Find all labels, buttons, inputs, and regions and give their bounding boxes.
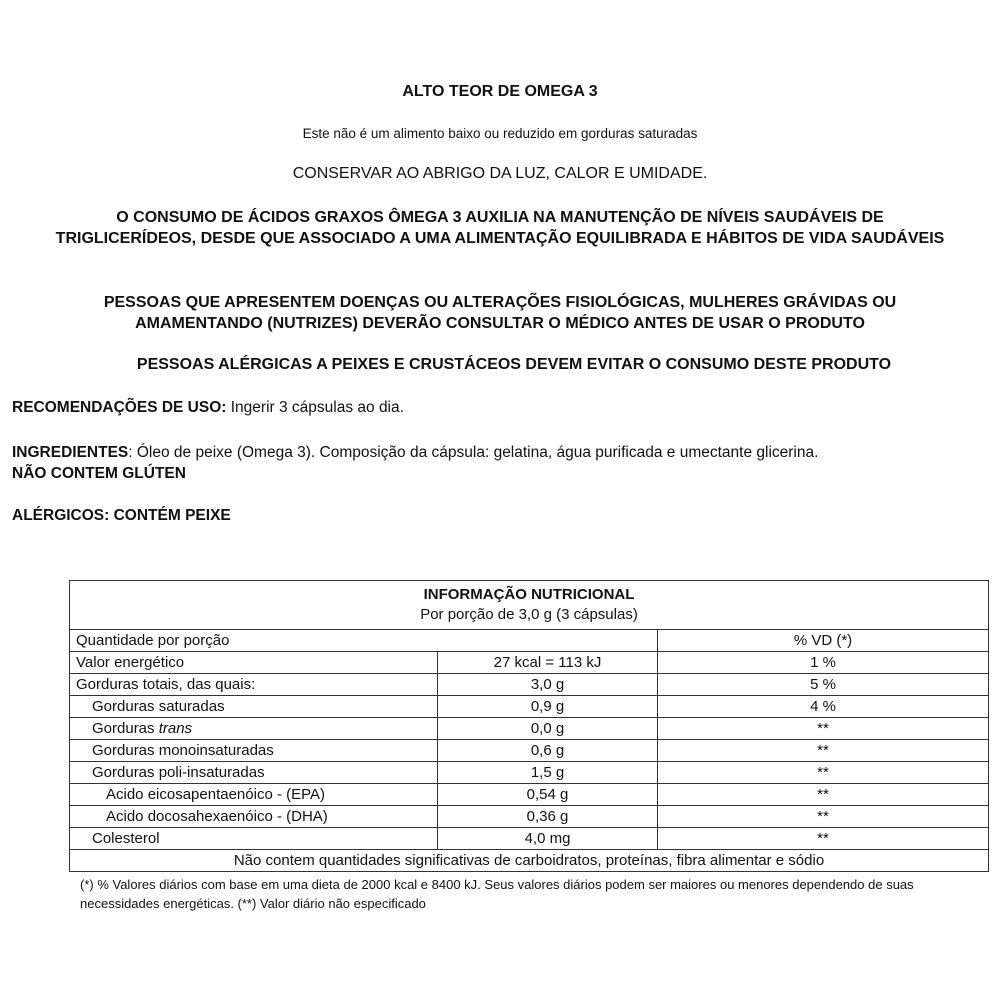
nutrient-vd: ** [658, 806, 989, 828]
serving-size: Por porção de 3,0 g (3 cápsulas) [420, 606, 638, 623]
nutrient-vd: ** [658, 828, 989, 850]
nutrient-name: Gorduras saturadas [70, 696, 438, 718]
storage-instructions: CONSERVAR AO ABRIGO DA LUZ, CALOR E UMIDADE. [292, 165, 708, 182]
allergy-warning: PESSOAS ALÉRGICAS A PEIXES E CRUSTÁCEOS DEVEM EVITAR O CONSUMO DESTE PRODUTO [136, 356, 892, 373]
usage-label: RECOMENDAÇÕES DE USO: [12, 399, 227, 416]
table-row [70, 740, 989, 762]
nutrient-vd: 5 % [658, 674, 989, 696]
ingredients-text: : Óleo de peixe (Omega 3). Composição da cápsula: gelatina, água purificada e umectante glicerina. [128, 444, 819, 461]
nutrient-name: Valor energético [70, 652, 438, 674]
table-row [70, 784, 989, 806]
ingredients-label: INGREDIENTES [12, 444, 129, 461]
nutrition-facts-table [69, 580, 989, 872]
nutrient-name: Colesterol [70, 828, 438, 850]
nutrient-amount: 0,6 g [438, 740, 658, 762]
table-row [70, 674, 989, 696]
usage-recommendation [12, 399, 987, 417]
nutrient-vd: 1 % [658, 652, 989, 674]
table-row [70, 718, 989, 740]
product-claim-title: ALTO TEOR DE OMEGA 3 [402, 83, 598, 100]
nutrient-amount: 0,36 g [438, 806, 658, 828]
nutrient-vd: ** [658, 762, 989, 784]
usage-text: Ingerir 3 cápsulas ao dia. [226, 399, 404, 416]
nutrient-name: Gorduras totais, das quais: [70, 674, 438, 696]
ingredients [12, 442, 987, 484]
nutrient-amount: 0,54 g [438, 784, 658, 806]
medical-warning: PESSOAS QUE APRESENTEM DOENÇAS OU ALTERAÇÕES FISIOLÓGICAS, MULHERES GRÁVIDAS OU AMAMENTANDO (NUTRIZES) DEVERÃO CONSULTAR O MÉDICO ANTES DE USAR O PRODUTO [103, 294, 897, 332]
nutrient-name-prefix: Gorduras [92, 720, 159, 737]
nutrient-vd: ** [658, 718, 989, 740]
nutrient-amount: 4,0 mg [438, 828, 658, 850]
nutrient-name-italic: trans [158, 720, 193, 737]
nutrient-vd: 4 % [658, 696, 989, 718]
nutrient-name: Acido docosahexaenóico - (DHA) [70, 806, 438, 828]
nutrition-header-row [70, 581, 989, 630]
table-row [70, 806, 989, 828]
nutrition-footnote: (*) % Valores diários com base em uma dieta de 2000 kcal e 8400 kJ. Seus valores diários podem ser maiores ou menores dependendo de suas necessidades energéticas. (**) Valor diário não especificado [80, 877, 914, 911]
nutrition-column-header-row [70, 630, 989, 652]
vd-column-header: % VD (*) [658, 630, 989, 652]
table-row [70, 762, 989, 784]
quantity-column-header: Quantidade por porção [70, 630, 658, 652]
nutrition-header [70, 581, 989, 630]
nutrient-name: Acido eicosapentaenóico - (EPA) [70, 784, 438, 806]
nutrition-title: INFORMAÇÃO NUTRICIONAL [423, 586, 635, 603]
nutrient-name: Gorduras poli-insaturadas [70, 762, 438, 784]
nutrient-amount: 1,5 g [438, 762, 658, 784]
table-row [70, 652, 989, 674]
nutrient-vd: ** [658, 740, 989, 762]
nutrition-footer: Não contem quantidades significativas de carboidratos, proteínas, fibra alimentar e sódio [70, 850, 989, 872]
gluten-notice: NÃO CONTEM GLÚTEN [12, 465, 186, 482]
allergens-statement: ALÉRGICOS: CONTÉM PEIXE [12, 507, 231, 524]
nutrient-name: Gorduras monoinsaturadas [70, 740, 438, 762]
nutrient-amount: 0,0 g [438, 718, 658, 740]
nutrient-amount: 27 kcal = 113 kJ [438, 652, 658, 674]
nutrient-amount: 3,0 g [438, 674, 658, 696]
table-row [70, 828, 989, 850]
nutrition-footer-row [70, 850, 989, 872]
omega3-health-claim: O CONSUMO DE ÁCIDOS GRAXOS ÔMEGA 3 AUXILIA NA MANUTENÇÃO DE NÍVEIS SAUDÁVEIS DE TRIGLICERÍDEOS, DESDE QUE ASSOCIADO A UMA ALIMENTAÇÃO EQUILIBRADA E HÁBITOS DE VIDA SAUDÁVEIS [55, 209, 945, 247]
saturated-fat-notice: Este não é um alimento baixo ou reduzido em gorduras saturadas [302, 126, 698, 141]
table-row [70, 696, 989, 718]
nutrient-vd: ** [658, 784, 989, 806]
nutrient-amount: 0,9 g [438, 696, 658, 718]
nutrient-name [70, 718, 438, 740]
